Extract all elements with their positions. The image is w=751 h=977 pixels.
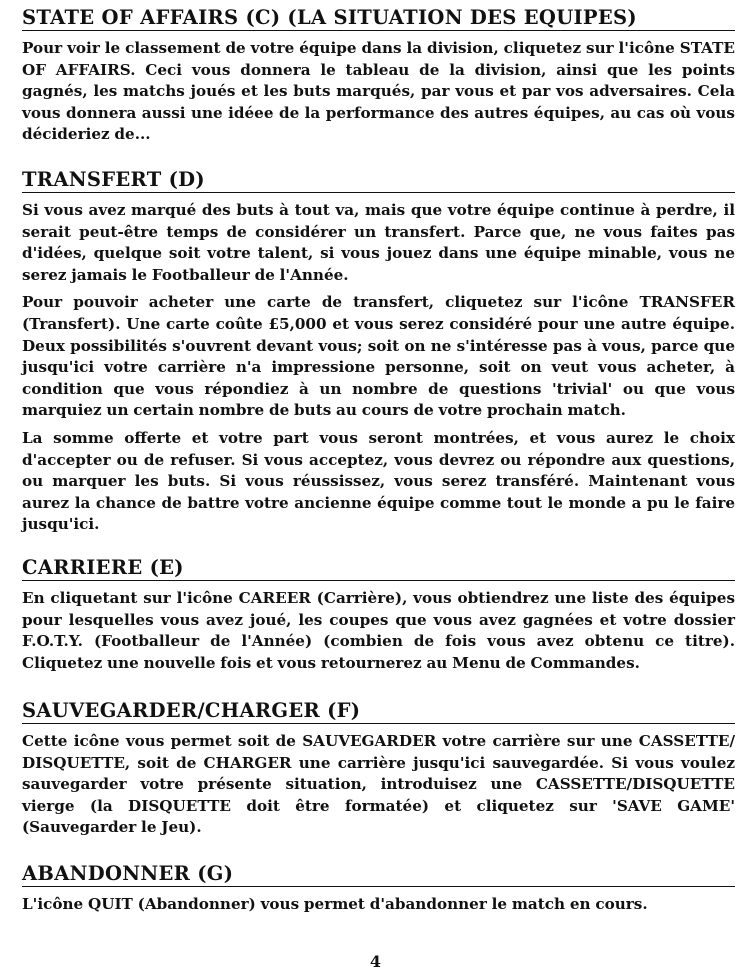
section-heading: STATE OF AFFAIRS (C) (LA SITUATION DES EQUIPES) xyxy=(22,6,735,31)
section-paragraph: La somme offerte et votre part vous seront montrées, et vous aurez le choix d'accepter ou de refuser. Si vous acceptez, vous devrez ou répondre aux questions, ou marquer les buts. Si vous réussissez, vous serez transféré. Maintenant vous aurez la chance de battre votre ancienne équipe comme tout le monde a pu le faire jusqu'ici. xyxy=(22,428,735,534)
section-paragraph: En cliquetant sur l'icône CAREER (Carrière), vous obtiendrez une liste des équipes pour lesquelles vous avez joué, les coupes que vous avez gagnées et votre dossier F.O.T.Y. (Footballeur de l'Année) (combien de fois vous avez obtenu ce titre). Cliquetez une nouvelle fois et vous retournerez au Menu de Commandes. xyxy=(22,589,735,672)
section-carriere xyxy=(22,556,735,680)
section-paragraph: Pour voir le classement de votre équipe dans la division, cliquetez sur l'icône STATE OF AFFAIRS. Ceci vous donnera le tableau de la division, ainsi que les points gagnés, les matchs joués et les buts marqués, par vous et par vos adversaires. Cela vous donnera aussi une idéee de la performance des autres équipes, au cas où vous décideriez de... xyxy=(22,39,735,144)
page-number: 4 xyxy=(369,952,382,971)
section-heading: ABANDONNER (G) xyxy=(22,862,735,887)
section-paragraph: Si vous avez marqué des buts à tout va, mais que votre équipe continue à perdre, il serait peut-être temps de considérer un transfert. Parce que, ne vous faites pas d'idées, quelque soit votre talent, si vous jouez dans une équipe minable, vous ne serez jamais le Footballeur de l'Année. xyxy=(22,201,735,284)
section-transfert xyxy=(22,168,735,542)
section-paragraph: L'icône QUIT (Abandonner) vous permet d'abandonner le match en cours. xyxy=(22,895,648,913)
section-heading: TRANSFERT (D) xyxy=(22,168,735,193)
section-abandonner xyxy=(22,862,735,922)
section-state-of-affairs xyxy=(22,6,735,152)
section-paragraph: Pour pouvoir acheter une carte de transfert, cliquetez sur l'icône TRANSFER (Transfert). Une carte coûte £5,000 et vous serez considéré pour une autre équipe. Deux possibilités s'ouvrent devant vous; soit on ne s'intéresse pas à vous, parce que jusqu'ici votre carrière n'a impressione personne, soit on veut vous acheter, à condition que vous répondiez à un nombre de questions 'trivial' ou que vous marquiez un certain nombre de buts au cours de votre prochain match. xyxy=(22,293,735,420)
section-paragraph: Cette icône vous permet soit de SAUVEGARDER votre carrière sur une CASSETTE/ DISQUETTE, soit de CHARGER une carrière jusqu'ici sauvegardée. Si vous voulez sauvegarder votre présente situation, introduisez une CASSETTE/DISQUETTE vierge (la DISQUETTE doit être formatée) et cliquetez sur 'SAVE GAME' (Sauvegarder le Jeu). xyxy=(22,732,735,837)
section-heading: CARRIERE (E) xyxy=(22,556,735,581)
section-sauvegarder-charger xyxy=(22,699,735,845)
section-heading: SAUVEGARDER/CHARGER (F) xyxy=(22,699,735,724)
